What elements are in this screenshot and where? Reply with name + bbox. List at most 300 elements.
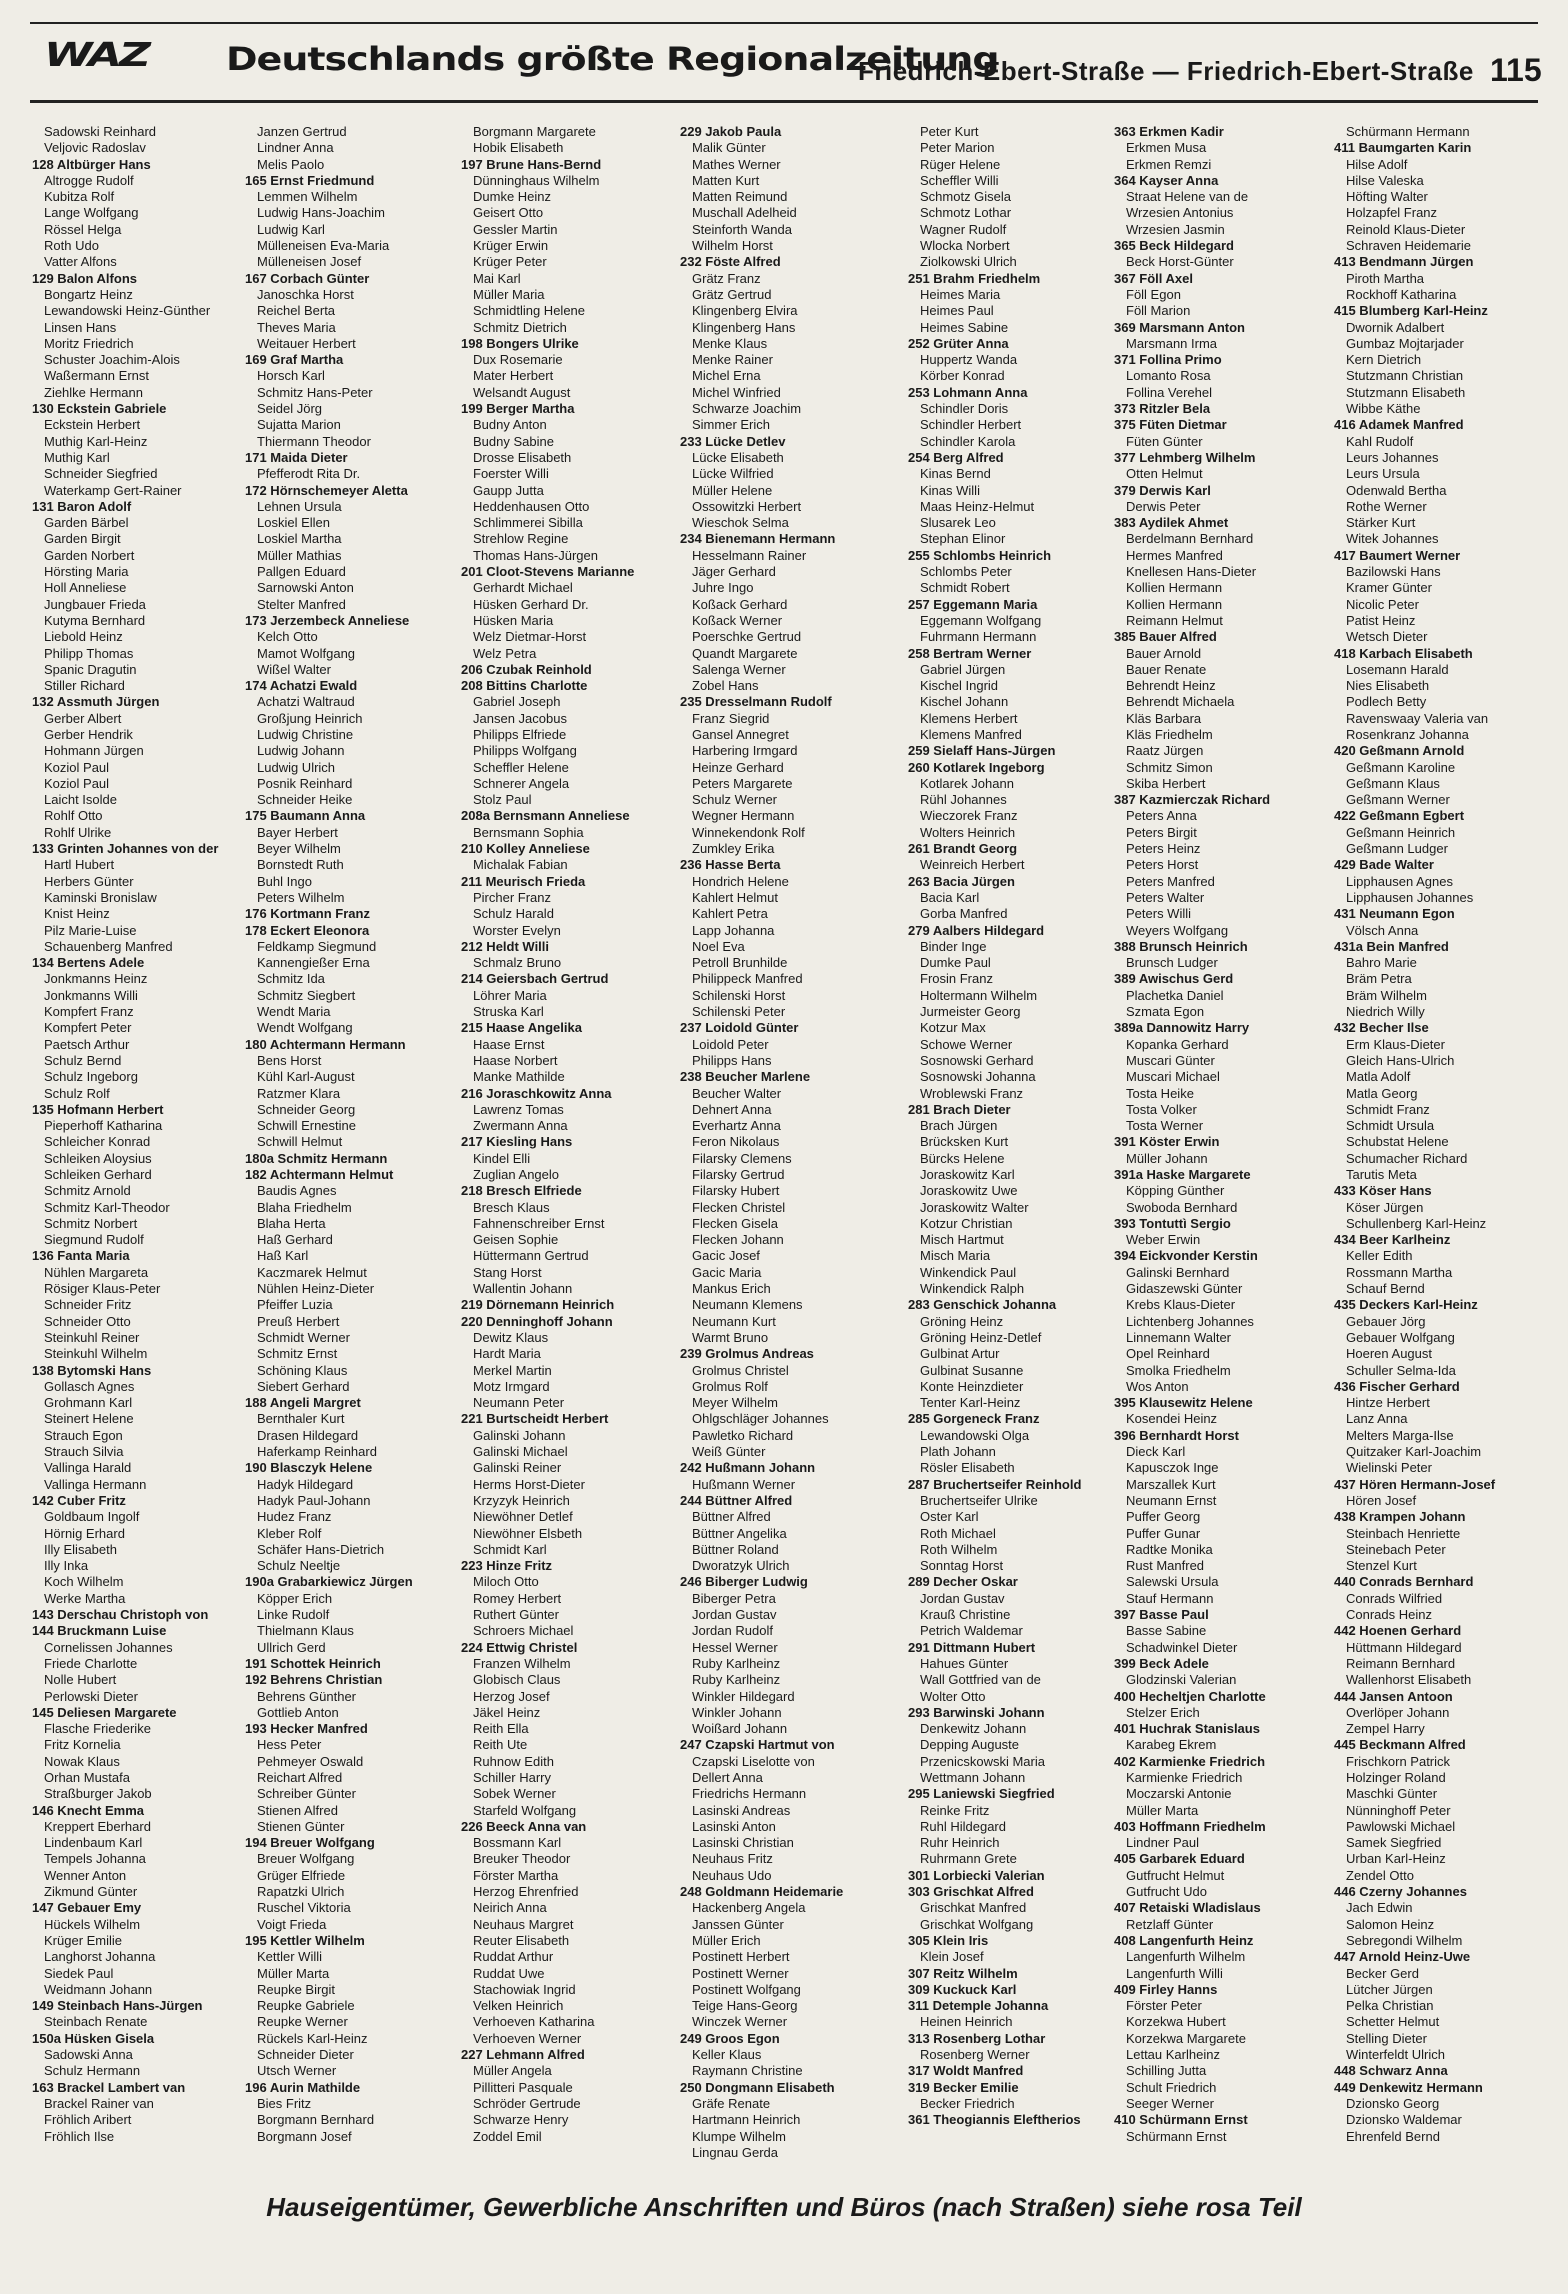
directory-entry: Lehnen Ursula	[257, 498, 342, 514]
directory-entry: Baudis Agnes	[257, 1183, 337, 1199]
directory-entry: Langenfurth Willi	[1126, 1965, 1223, 1981]
directory-entry: 211 Meurisch Frieda	[461, 873, 586, 889]
directory-entry: Stang Horst	[473, 1264, 542, 1280]
directory-entry: 363 Erkmen Kadir	[1114, 124, 1224, 139]
directory-entry: Hoeren August	[1346, 1346, 1433, 1362]
directory-entry: Zendel Otto	[1346, 1867, 1414, 1883]
directory-entry: Steinbach Renate	[44, 2014, 148, 2030]
directory-entry: Piroth Martha	[1346, 270, 1425, 286]
directory-entry: Holzapfel Franz	[1346, 205, 1438, 221]
directory-entry: 442 Hoenen Gerhard	[1334, 1623, 1462, 1639]
directory-entry: 394 Eickvonder Kerstin	[1114, 1248, 1258, 1264]
directory-entry: Köpper Erich	[257, 1590, 333, 1606]
directory-entry: Kollien Hermann	[1126, 596, 1223, 612]
directory-entry: Ziehlke Hermann	[44, 384, 143, 400]
directory-entry: Brach Jürgen	[920, 1118, 998, 1134]
directory-entry: Schulz Hermann	[44, 2063, 141, 2079]
directory-entry: Keller Edith	[1346, 1248, 1413, 1264]
directory-entry: Bauer Renate	[1126, 661, 1207, 677]
directory-entry: Galinski Michael	[473, 1444, 568, 1460]
directory-entry: Schubstat Helene	[1346, 1134, 1449, 1150]
directory-entry: 144 Bruckmann Luise	[32, 1623, 167, 1639]
directory-entry: Matten Reimund	[692, 189, 788, 205]
directory-entry: Friede Charlotte	[44, 1655, 138, 1671]
directory-entry: Schnerer Angela	[473, 775, 570, 791]
page-number: 115	[1490, 52, 1542, 88]
directory-entry: Hudez Franz	[257, 1509, 332, 1525]
directory-entry: Hardt Maria	[473, 1346, 541, 1362]
directory-entry: 175 Baumann Anna	[245, 808, 366, 824]
directory-entry: 201 Cloot-Stevens Marianne	[461, 564, 635, 580]
directory-entry: Büttner Alfred	[692, 1509, 771, 1525]
directory-entry: Weyers Wolfgang	[1126, 922, 1229, 938]
directory-entry: Overlöper Johann	[1346, 1704, 1450, 1720]
directory-entry: Schauenberg Manfred	[44, 938, 173, 954]
directory-entry: 191 Schottek Heinrich	[245, 1655, 381, 1671]
directory-entry: Thielmann Klaus	[257, 1623, 354, 1639]
directory-entry: 150a Hüsken Gisela	[32, 2030, 155, 2046]
directory-entry: Menke Klaus	[692, 335, 768, 351]
directory-entry: 431 Neumann Egon	[1334, 906, 1455, 922]
directory-entry: Peters Wilhelm	[257, 889, 345, 905]
directory-entry: Fritz Kornelia	[44, 1737, 121, 1753]
directory-entry: Karmienke Friedrich	[1126, 1769, 1243, 1785]
directory-entry: Gebauer Wolfgang	[1346, 1329, 1455, 1345]
directory-entry: Steinkuhl Wilhelm	[44, 1346, 148, 1362]
directory-entry: Bürcks Helene	[920, 1150, 1005, 1166]
directory-entry: Kischel Johann	[920, 694, 1009, 710]
directory-entry: Schowe Werner	[920, 1036, 1013, 1052]
directory-entry: Förster Peter	[1126, 1998, 1202, 2014]
directory-entry: Schleicher Konrad	[44, 1134, 151, 1150]
directory-entry: Kaczmarek Helmut	[257, 1264, 367, 1280]
directory-entry: Illy Inka	[44, 1558, 89, 1574]
directory-entry: Steinforth Wanda	[692, 221, 792, 237]
directory-entry: Tenter Karl-Heinz	[920, 1395, 1021, 1411]
directory-entry: 167 Corbach Günter	[245, 270, 370, 286]
directory-entry: Reichart Alfred	[257, 1769, 343, 1785]
directory-entry: Kreppert Eberhard	[44, 1818, 151, 1834]
directory-entry: 215 Haase Angelika	[461, 1020, 582, 1036]
directory-entry: Gabriel Joseph	[473, 694, 561, 710]
directory-entry: Frosin Franz	[920, 971, 993, 987]
directory-entry: Utsch Werner	[257, 2063, 337, 2079]
directory-entry: Erkmen Remzi	[1126, 156, 1212, 172]
directory-entry: Kompfert Peter	[44, 1020, 132, 1036]
directory-entry: Schulz Neeltje	[257, 1558, 341, 1574]
directory-entry: Muscari Michael	[1126, 1069, 1220, 1085]
directory-entry: 301 Lorbiecki Valerian	[908, 1867, 1045, 1883]
directory-entry: Hüsken Gerhard Dr.	[473, 596, 589, 612]
directory-entry: Loidold Peter	[692, 1036, 769, 1052]
directory-entry: Fröhlich Aribert	[44, 2112, 132, 2128]
directory-entry: Achatzi Waltraud	[257, 694, 355, 710]
footer-note: Hauseigentümer, Gewerbliche Anschriften und Büros (nach Straßen) siehe rosa Teil	[266, 2192, 1302, 2222]
directory-entry: Kahl Rudolf	[1346, 433, 1414, 449]
directory-entry: Schadwinkel Dieter	[1126, 1639, 1238, 1655]
directory-entry: 128 Altbürger Hans	[32, 156, 151, 172]
directory-entry: Paetsch Arthur	[44, 1036, 130, 1052]
directory-entry: Ludwig Ulrich	[257, 759, 336, 775]
directory-entry: Lindner Anna	[257, 140, 334, 156]
directory-entry: Becker Gerd	[1346, 1965, 1419, 1981]
directory-entry: Heimes Sabine	[920, 319, 1009, 335]
directory-entry: Preuß Herbert	[257, 1313, 340, 1329]
directory-entry: Schneider Fritz	[44, 1297, 132, 1313]
directory-entry: Reupke Birgit	[257, 1981, 336, 1997]
directory-entry: 433 Köser Hans	[1334, 1183, 1432, 1199]
directory-entry: Peters Birgit	[1126, 824, 1197, 840]
directory-entry: Puffer Gunar	[1126, 1525, 1201, 1541]
directory-entry: Schmidt Ursula	[1346, 1118, 1435, 1134]
directory-entry: 176 Kortmann Franz	[245, 906, 370, 922]
directory-entry: Dewitz Klaus	[473, 1329, 549, 1345]
directory-entry: Seidel Jörg	[257, 401, 323, 417]
directory-entry: Gacic Maria	[692, 1264, 762, 1280]
directory-entry: Schumacher Richard	[1346, 1150, 1468, 1166]
directory-entry: Gerber Albert	[44, 710, 122, 726]
directory-entry: Welz Petra	[473, 645, 537, 661]
directory-entry: Gansel Annegret	[692, 726, 789, 742]
directory-entry: Vallinga Harald	[44, 1460, 132, 1476]
directory-entry: Wettmann Johann	[920, 1769, 1026, 1785]
directory-entry: Oster Karl	[920, 1509, 979, 1525]
directory-entry: Melis Paolo	[257, 156, 325, 172]
directory-entry: Peters Manfred	[1126, 873, 1215, 889]
directory-entry: Dumke Paul	[920, 955, 991, 971]
directory-entry: Petroll Brunhilde	[692, 955, 788, 971]
directory-entry: Gidaszewski Günter	[1126, 1281, 1243, 1297]
directory-entry: 307 Reitz Wilhelm	[908, 1965, 1018, 1981]
directory-entry: Huppertz Wanda	[920, 352, 1018, 368]
directory-entry: Schilenski Horst	[692, 987, 786, 1003]
directory-entry: 293 Barwinski Johann	[908, 1704, 1045, 1720]
directory-entry: Plath Johann	[920, 1444, 996, 1460]
directory-entry: 235 Dresselmann Rudolf	[680, 694, 832, 710]
directory-entry: 247 Czapski Hartmut von	[680, 1737, 835, 1753]
directory-entry: 260 Kotlarek Ingeborg	[908, 759, 1045, 775]
directory-entry: Schroers Michael	[473, 1623, 574, 1639]
directory-entry: Friedrichs Hermann	[692, 1786, 807, 1802]
directory-entry: 210 Kolley Anneliese	[461, 841, 590, 857]
directory-entry: Koziol Paul	[44, 775, 110, 791]
directory-entry: Reimann Bernhard	[1346, 1655, 1456, 1671]
directory-entry: 309 Kuckuck Karl	[908, 1981, 1017, 1997]
directory-entry: Schneider Siegfried	[44, 466, 158, 482]
directory-entry: 233 Lücke Detlev	[680, 433, 786, 449]
directory-entry: 422 Geßmann Egbert	[1334, 808, 1465, 824]
directory-entry: Schmidt Karl	[473, 1541, 547, 1557]
directory-entry: 178 Eckert Eleonora	[245, 922, 370, 938]
directory-entry: Schneider Otto	[44, 1313, 131, 1329]
directory-entry: Denkewitz Johann	[920, 1721, 1027, 1737]
directory-entry: 180 Achtermann Hermann	[245, 1036, 406, 1052]
directory-entry: Filarsky Hubert	[692, 1183, 780, 1199]
directory-entry: Wlocka Norbert	[920, 238, 1010, 254]
directory-entry: Haß Gerhard	[257, 1232, 333, 1248]
directory-entry: Wos Anton	[1126, 1378, 1189, 1394]
directory-entry: Seeger Werner	[1126, 2095, 1214, 2111]
directory-entry: 311 Detemple Johanna	[908, 1998, 1049, 2014]
directory-entry: Conrads Heinz	[1346, 1607, 1432, 1623]
directory-entry: Hörsting Maria	[44, 564, 129, 580]
directory-entry: Neuhaus Udo	[692, 1867, 772, 1883]
directory-entry: Fröhlich Ilse	[44, 2128, 115, 2144]
directory-entry: Gerhardt Michael	[473, 580, 573, 596]
directory-entry: Ruthert Günter	[473, 1607, 559, 1623]
directory-entry: Linke Rudolf	[257, 1607, 330, 1623]
directory-entry: 305 Klein Iris	[908, 1932, 989, 1948]
directory-column	[1334, 124, 1542, 2145]
directory-entry: Siegmund Rudolf	[44, 1232, 144, 1248]
directory-entry: Geßmann Karoline	[1346, 759, 1456, 775]
directory-entry: Dwornik Adalbert	[1346, 319, 1445, 335]
directory-entry: Höfting Walter	[1346, 189, 1428, 205]
directory-entry: Kollien Hermann	[1126, 580, 1223, 596]
directory-entry: Grätz Franz	[692, 270, 761, 286]
street-range: Friedrich-Ebert-Straße — Friedrich-Ebert-Straße	[858, 56, 1474, 86]
directory-entry: Löhrer Maria	[473, 987, 547, 1003]
directory-entry: Stelter Manfred	[257, 596, 346, 612]
directory-entry: Schmidt Franz	[1346, 1101, 1430, 1117]
directory-entry: 138 Bytomski Hans	[32, 1362, 152, 1378]
directory-entry: Fuhrmann Hermann	[920, 629, 1037, 645]
directory-entry: 255 Schlombs Heinrich	[908, 547, 1052, 563]
directory-entry: Eggemann Wolfgang	[920, 612, 1042, 628]
directory-entry: 134 Bertens Adele	[32, 955, 145, 971]
directory-entry: Stenzel Kurt	[1346, 1558, 1417, 1574]
directory-entry: Lücke Elisabeth	[692, 449, 784, 465]
directory-entry: Scheffler Helene	[473, 759, 569, 775]
directory-entry: Slusarek Leo	[920, 515, 996, 531]
directory-entry: Dux Rosemarie	[473, 352, 563, 368]
directory-entry: Schlombs Peter	[920, 564, 1012, 580]
directory-entry: 411 Baumgarten Karin	[1334, 140, 1472, 156]
directory-entry: Losemann Harald	[1346, 661, 1449, 677]
directory-entry: Roth Udo	[44, 238, 99, 254]
directory-entry: Rösler Elisabeth	[920, 1460, 1015, 1476]
directory-entry: Müller Erich	[692, 1932, 761, 1948]
directory-entry: Rössel Helga	[44, 221, 122, 237]
directory-entry: Mai Karl	[473, 270, 521, 286]
directory-entry: Bens Horst	[257, 1052, 322, 1068]
directory-entry: Schmitz Norbert	[44, 1215, 138, 1231]
directory-entry: Laicht Isolde	[44, 792, 117, 808]
directory-entry: Bräm Wilhelm	[1346, 987, 1427, 1003]
directory-entry: Pawletko Richard	[692, 1427, 794, 1443]
directory-entry: Kubitza Rolf	[44, 189, 115, 205]
directory-entry: Tosta Volker	[1126, 1101, 1197, 1117]
directory-entry: Koßack Gerhard	[692, 596, 788, 612]
directory-entry: Gollasch Agnes	[44, 1378, 135, 1394]
directory-entry: Neuhaus Margret	[473, 1916, 574, 1932]
directory-entry: 192 Behrens Christian	[245, 1672, 383, 1688]
directory-entry: Gumbaz Mojtarjader	[1346, 335, 1464, 351]
directory-entry: Garden Birgit	[44, 531, 121, 547]
directory-entry: Klingenberg Elvira	[692, 303, 798, 319]
directory-entry: Kleber Rolf	[257, 1525, 322, 1541]
directory-entry: Matla Georg	[1346, 1085, 1418, 1101]
directory-entry: Stienen Alfred	[257, 1802, 338, 1818]
directory-entry: 208a Bernsmann Anneliese	[461, 808, 630, 824]
directory-entry: Schraven Heidemarie	[1346, 238, 1472, 254]
directory-entry: Schmotz Gisela	[920, 189, 1012, 205]
directory-entry: 261 Brandt Georg	[908, 841, 1018, 857]
directory-entry: 242 Hußmann Johann	[680, 1460, 816, 1476]
directory-entry: Lange Wolfgang	[44, 205, 139, 221]
directory-entry: 253 Lohmann Anna	[908, 384, 1028, 400]
directory-entry: Muschall Adelheid	[692, 205, 797, 221]
directory-entry: Ohlgschläger Johannes	[692, 1411, 829, 1427]
directory-entry: Flecken Johann	[692, 1232, 784, 1248]
directory-entry: Merkel Martin	[473, 1362, 552, 1378]
directory-entry: Jonkmanns Heinz	[44, 971, 148, 987]
directory-entry: Siedek Paul	[44, 1965, 114, 1981]
directory-entry: Pallgen Eduard	[257, 564, 346, 580]
directory-entry: Werke Martha	[44, 1590, 126, 1606]
directory-entry: Stutzmann Elisabeth	[1346, 384, 1466, 400]
directory-entry: 287 Bruchertseifer Reinhold	[908, 1476, 1082, 1492]
directory-entry: Straat Helene van de	[1126, 189, 1249, 205]
directory-entry: Grolmus Rolf	[692, 1378, 768, 1394]
directory-entry: Garden Norbert	[44, 547, 135, 563]
directory-entry: Philipps Elfriede	[473, 726, 567, 742]
directory-entry: Föll Egon	[1126, 286, 1181, 302]
directory-entry: Büttner Angelika	[692, 1525, 787, 1541]
directory-entry: Bossmann Karl	[473, 1835, 562, 1851]
directory-entry: Roth Wilhelm	[920, 1541, 998, 1557]
directory-entry: Patist Heinz	[1346, 612, 1416, 628]
directory-entry: Retzlaff Günter	[1126, 1916, 1214, 1932]
directory-entry: Peters Horst	[1126, 857, 1199, 873]
directory-entry: Lemmen Wilhelm	[257, 189, 358, 205]
directory-entry: 410 Schürmann Ernst	[1114, 2112, 1248, 2128]
directory-entry: Gulbinat Artur	[920, 1346, 1000, 1362]
directory-entry: Schreiber Günter	[257, 1786, 356, 1802]
directory-entry: 221 Burtscheidt Herbert	[461, 1411, 609, 1427]
directory-entry: Motz Irmgard	[473, 1378, 550, 1394]
directory-entry: Neumann Klemens	[692, 1297, 803, 1313]
directory-entry: 417 Baumert Werner	[1334, 547, 1461, 563]
directory-entry: Weitauer Herbert	[257, 335, 356, 351]
directory-entry: Hüttermann Gertrud	[473, 1248, 589, 1264]
directory-entry: Korzekwa Margarete	[1126, 2030, 1246, 2046]
directory-entry: 219 Dörnemann Heinrich	[461, 1297, 615, 1313]
directory-entry: Beyer Wilhelm	[257, 841, 341, 857]
directory-entry: 238 Beucher Marlene	[680, 1069, 811, 1085]
directory-entry: Siebert Gerhard	[257, 1378, 350, 1394]
directory-entry: Krauß Christine	[920, 1607, 1011, 1623]
directory-entry: Winnekendonk Rolf	[692, 824, 805, 840]
directory-entry: Ravenswaay Valeria van	[1346, 710, 1489, 726]
directory-entry: Przenicskowski Maria	[920, 1753, 1045, 1769]
directory-entry: Schindler Doris	[920, 401, 1009, 417]
directory-entry: 444 Jansen Antoon	[1334, 1688, 1453, 1704]
directory-entry: Krüger Peter	[473, 254, 547, 270]
directory-entry: Menke Rainer	[692, 352, 773, 368]
directory-entry: Korzekwa Hubert	[1126, 2014, 1226, 2030]
directory-entry: 436 Fischer Gerhard	[1334, 1378, 1460, 1394]
directory-entry: 438 Krampen Johann	[1334, 1509, 1466, 1525]
directory-entry: Schmitz Hans-Peter	[257, 384, 373, 400]
directory-entry: Geisert Otto	[473, 205, 544, 221]
directory-entry: Hartl Hubert	[44, 857, 115, 873]
directory-entry: Straßburger Jakob	[44, 1786, 152, 1802]
directory-entry: Zwermann Anna	[473, 1118, 568, 1134]
directory-entry: Neirich Anna	[473, 1900, 547, 1916]
directory-entry: Stärker Kurt	[1346, 515, 1416, 531]
directory-entry: Hondrich Helene	[692, 873, 789, 889]
directory-entry: 173 Jerzembeck Anneliese	[245, 612, 410, 628]
directory-entry: Krzyzyk Heinrich	[473, 1492, 570, 1508]
directory-entry: Welsandt August	[473, 384, 571, 400]
directory-entry: Derwis Peter	[1126, 498, 1201, 514]
directory-entry: 367 Föll Axel	[1114, 270, 1193, 286]
directory-entry: 319 Becker Emilie	[908, 2079, 1019, 2095]
directory-entry: Sobek Werner	[473, 1786, 556, 1802]
directory-entry: Hadyk Paul-Johann	[257, 1492, 371, 1508]
directory-entry: Heinen Heinrich	[920, 2014, 1013, 2030]
directory-entry: Hilse Adolf	[1346, 156, 1408, 172]
directory-entry: Hessel Werner	[692, 1639, 778, 1655]
directory-entry: Quandt Margarete	[692, 645, 798, 661]
directory-entry: 190 Blasczyk Helene	[245, 1460, 373, 1476]
directory-entry: 389 Awischus Gerd	[1114, 971, 1234, 987]
directory-entry: Weidmann Johann	[44, 1981, 153, 1997]
directory-entry: Förster Martha	[473, 1867, 559, 1883]
directory-entry: Becker Friedrich	[920, 2095, 1015, 2111]
directory-entry: Muthig Karl-Heinz	[44, 433, 148, 449]
directory-entry: 281 Brach Dieter	[908, 1101, 1011, 1117]
directory-entry: Steinert Helene	[44, 1411, 134, 1427]
directory-entry: Hilse Valeska	[1346, 172, 1424, 188]
directory-entry: Melters Marga-Ilse	[1346, 1427, 1454, 1443]
directory-entry: Kahlert Helmut	[692, 889, 778, 905]
directory-entry: 258 Bertram Werner	[908, 645, 1032, 661]
directory-entry: Klemens Herbert	[920, 710, 1018, 726]
directory-entry: Gröning Heinz	[920, 1313, 1004, 1329]
directory-entry: Grischkat Wolfgang	[920, 1916, 1034, 1932]
directory-column	[245, 124, 453, 2145]
directory-column	[461, 124, 669, 2145]
directory-entry: Neuhaus Fritz	[692, 1851, 773, 1867]
directory-entry: Reith Ute	[473, 1737, 528, 1753]
directory-entry: Jurmeister Georg	[920, 1004, 1021, 1020]
directory-columns	[32, 124, 1542, 2174]
directory-entry: Großjung Heinrich	[257, 710, 363, 726]
directory-entry: 237 Loidold Günter	[680, 1020, 799, 1036]
directory-entry: Dünninghaus Wilhelm	[473, 172, 600, 188]
directory-entry: 295 Laniewski Siegfried	[908, 1786, 1055, 1802]
directory-entry: Smolka Friedhelm	[1126, 1362, 1231, 1378]
directory-entry: Nicolic Peter	[1346, 596, 1419, 612]
directory-entry: Schetter Helmut	[1346, 2014, 1440, 2030]
directory-entry: Schleiken Aloysius	[44, 1150, 152, 1166]
directory-entry: Vallinga Hermann	[44, 1476, 147, 1492]
directory-entry: Franz Siegrid	[692, 710, 770, 726]
directory-entry: Rosenberg Werner	[920, 2047, 1030, 2063]
directory-entry: Jordan Gustav	[692, 1607, 777, 1623]
directory-entry: Marszallek Kurt	[1126, 1476, 1216, 1492]
directory-entry: Grätz Gertrud	[692, 286, 772, 302]
directory-entry: Hermes Manfred	[1126, 547, 1223, 563]
directory-entry: Bies Fritz	[257, 2095, 312, 2111]
directory-entry: Bresch Klaus	[473, 1199, 550, 1215]
directory-entry: Marsmann Irma	[1126, 335, 1218, 351]
directory-entry: Schmitz Siegbert	[257, 987, 356, 1003]
directory-entry: 279 Aalbers Hildegard	[908, 922, 1045, 938]
directory-entry: 147 Gebauer Emy	[32, 1900, 142, 1916]
